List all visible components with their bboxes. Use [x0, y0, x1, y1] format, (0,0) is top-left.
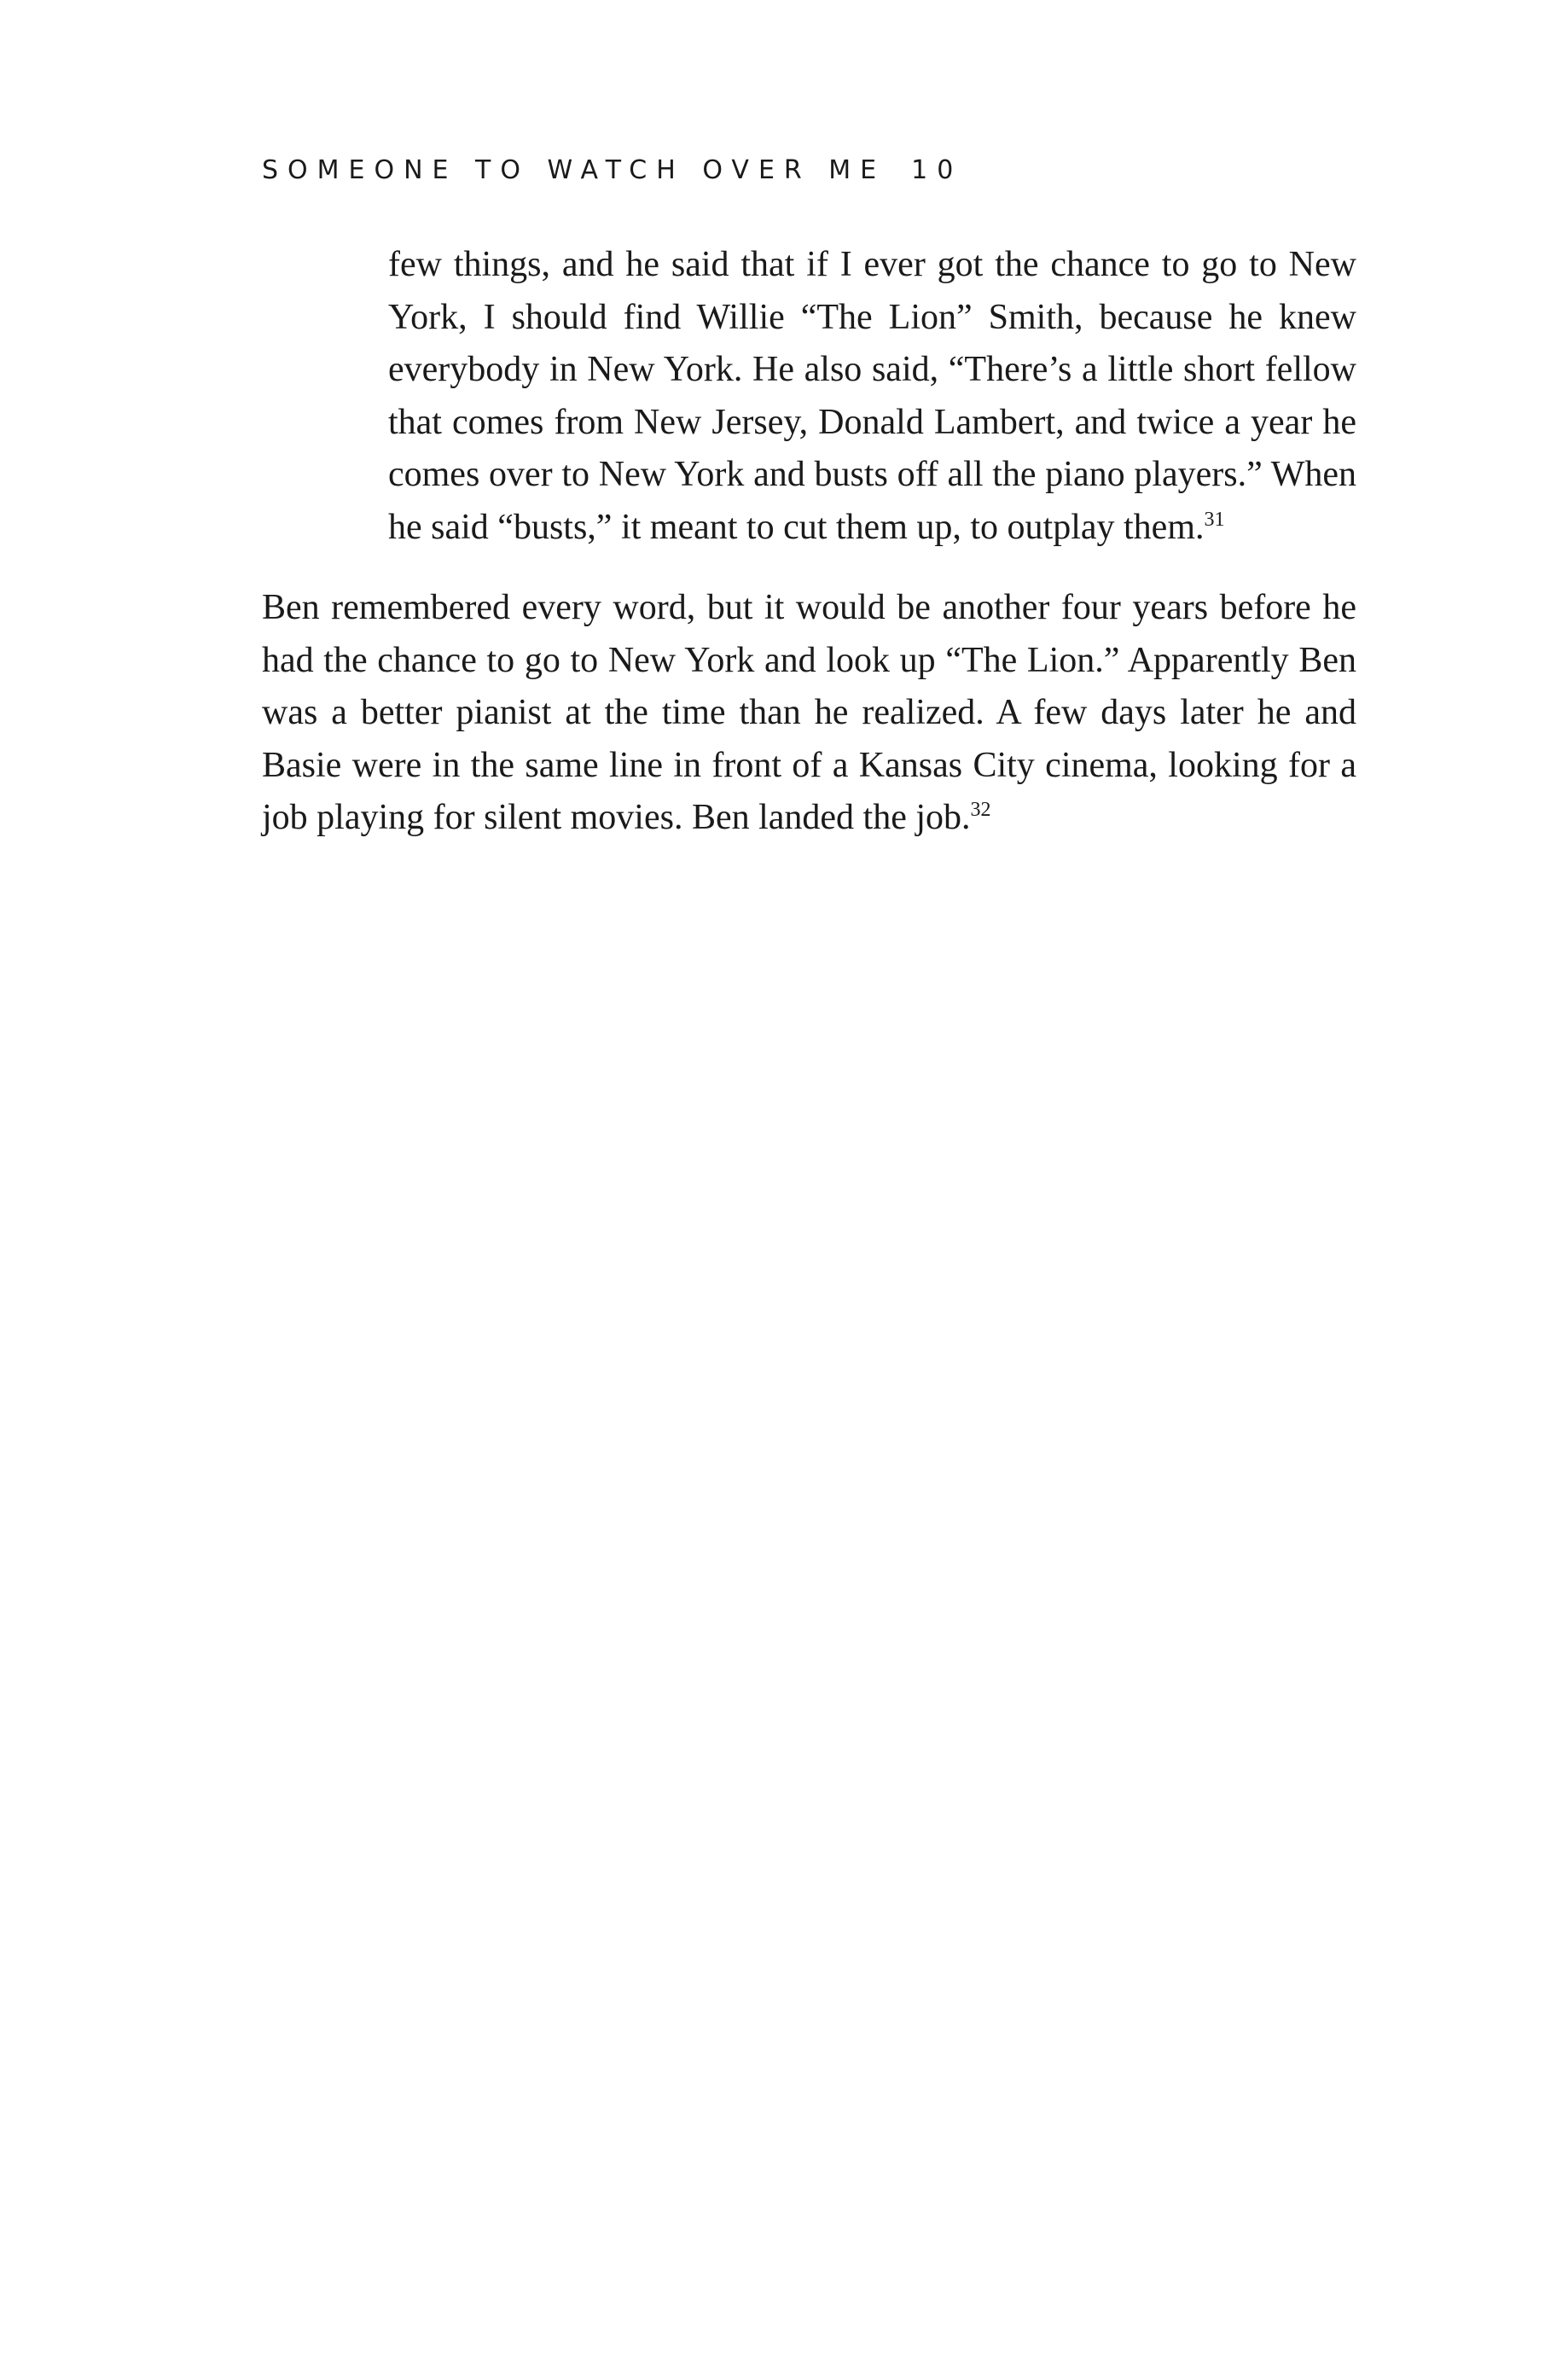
block-quote	[388, 239, 1356, 554]
page-number: 10	[911, 155, 963, 185]
running-head	[262, 152, 962, 189]
block-quote-text: few things, and he said that if I ever got the chance to go to New York, I should find Willie “The Lion” Smith, because he knew everybody in New York. He also said, “There’s a little short fellow that comes from New Jersey, Donald Lambert, and twice a year he comes over to New York and busts off all the piano players.” When he said “busts,” it meant to cut them up, to outplay them.	[388, 245, 1356, 547]
body-paragraph	[262, 582, 1356, 845]
running-title: SOMEONE TO WATCH OVER ME	[262, 155, 886, 185]
body-paragraph-text: Ben remembered every word, but it would be another four years before he had the chance to go to New York and look up “The Lion.” Apparently Ben was a better pianist at the time than he realized. A few days later he and Basie were in the same line in front of a Kansas City cinema, looking for a job playing for silent movies. Ben landed the job.	[262, 588, 1356, 837]
note-reference-32[interactable]: 32	[970, 799, 991, 821]
note-reference-31[interactable]: 31	[1204, 508, 1225, 531]
